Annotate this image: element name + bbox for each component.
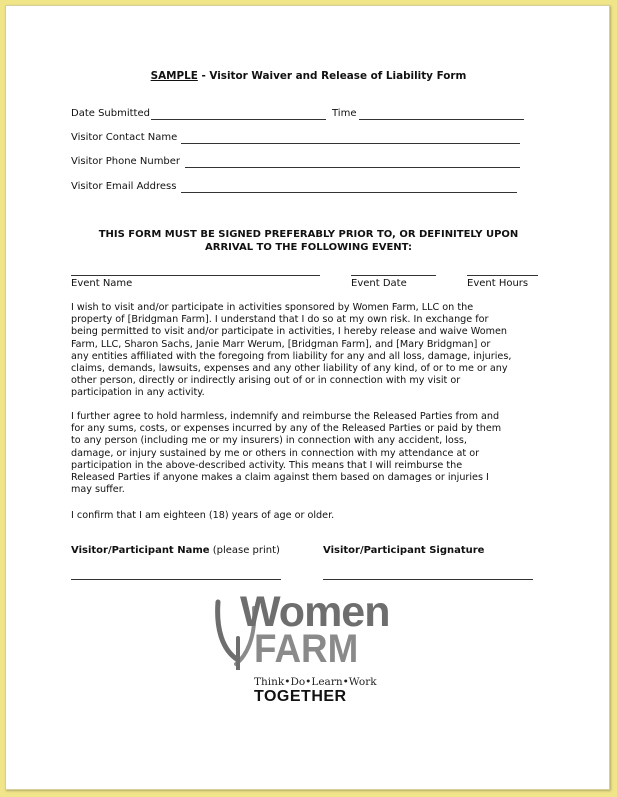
logo-farm: FARM — [254, 627, 359, 671]
notice-line-1: THIS FORM MUST BE SIGNED PREFERABLY PRIOR TO, OR DEFINITELY UPON — [98, 229, 519, 240]
title-rest: - Visitor Waiver and Release of Liability Form — [197, 70, 467, 82]
participant-name-label — [71, 545, 280, 556]
logo-women: Women — [240, 588, 390, 636]
contact-name-label: Visitor Contact Name — [71, 132, 178, 143]
notice-line-2: ARRIVAL TO THE FOLLOWING EVENT: — [205, 241, 412, 253]
participant-name-line[interactable] — [71, 579, 281, 580]
contact-name-line[interactable] — [181, 143, 520, 144]
logo-tagline: Think•Do•Learn•Work — [254, 676, 377, 688]
signing-notice — [60, 229, 557, 254]
event-name-label: Event Name — [71, 278, 133, 289]
date-submitted-line[interactable] — [151, 119, 326, 120]
time-line[interactable] — [359, 119, 524, 120]
release-paragraph: I wish to visit and/or participate in activities sponsored by Women Farm, LLC on the property of [Bridgman Farm]. I understand that I do so at my own risk. In exchange for being permitted to visit and/or participate in activities, I hereby release and waive Women Farm, LLC, Sharon Sachs, Janie Marr Werum, [Bridgman Farm], and [Mary Bridgman] or any entities affiliated with the foregoing from liability for any and all loss, damage, injuries, claims, demands, lawsuits, expenses and any other liability of any kind, of or to me or any other person, directly or indirectly arising out of or in connection with my visit or participation in any activity. — [71, 302, 512, 399]
logo-together: TOGETHER — [254, 688, 347, 705]
event-date-label: Event Date — [351, 278, 407, 289]
phone-number-line[interactable] — [185, 167, 520, 168]
event-hours-line[interactable] — [467, 275, 538, 276]
participant-name-title: Visitor/Participant Name — [71, 545, 210, 556]
date-submitted-label: Date Submitted — [71, 108, 150, 119]
phone-number-label: Visitor Phone Number — [71, 156, 181, 167]
participant-signature-label: Visitor/Participant Signature — [323, 545, 485, 556]
email-address-line[interactable] — [181, 192, 517, 193]
age-confirmation: I confirm that I am eighteen (18) years of age or older. — [71, 510, 335, 521]
event-date-line[interactable] — [351, 275, 436, 276]
indemnify-paragraph: I further agree to hold harmless, indemnify and reimburse the Released Parties from and for any sums, costs, or expenses incurred by any of the Released Parties or paid by them to any person (including me or my insurers) in connection with any accident, loss, damage, or injury sustained by me or others in connection with my attendance at or participation in the above-described activity. This means that I will reimburse the Released Parties if anyone makes a claim against them based on damages or injuries I may suffer. — [71, 411, 502, 496]
participant-name-hint: (please print) — [209, 545, 280, 556]
participant-signature-line[interactable] — [323, 579, 533, 580]
title-sample: SAMPLE — [150, 70, 198, 82]
email-address-label: Visitor Email Address — [71, 181, 177, 192]
time-label: Time — [332, 108, 357, 119]
form-title — [0, 70, 617, 82]
event-name-line[interactable] — [71, 275, 320, 276]
event-hours-label: Event Hours — [467, 278, 529, 289]
